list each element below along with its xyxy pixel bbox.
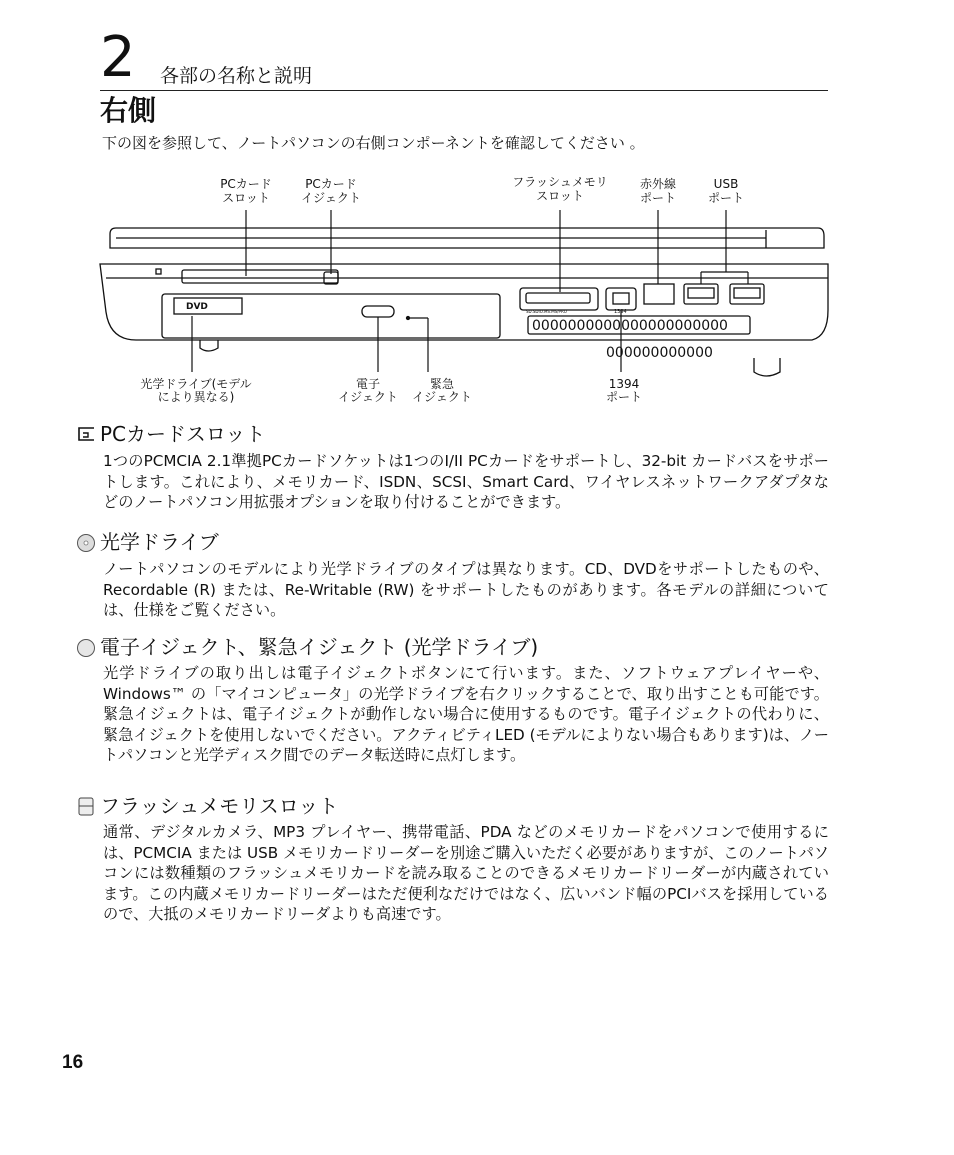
- label-electronic-eject-1: 電子: [355, 377, 381, 391]
- optical-drive: [162, 294, 500, 338]
- port-1394: [606, 288, 636, 310]
- section-body: 光学ドライブの取り出しは電子イジェクトボタンにて行います。また、ソフトウェアプレイヤーや、 Windows™ の「マイコンピュータ」の光学ドライブを右クリックすることで、取り出すことも可能です。緊急イジェクトは、電子イジェクトが動作しない場合に使用するものです。電子イジェクトの代わりに、緊急イジェクトを使用しないでください。アクティビティLED (モデルによりない場合もあります)は、ノートパソコンと光学ディスク間でのデータ転送時に点灯します。: [103, 664, 829, 764]
- label-port-1394-1: 1394: [608, 377, 640, 391]
- section-title: フラッシュメモリスロット: [100, 794, 339, 818]
- usb-port-2: [730, 284, 764, 304]
- section-heading-pc-card: [76, 421, 265, 447]
- section-body: ノートパソコンのモデルにより光学ドライブのタイプは異なります。CD、DVDをサポートしたものや、Recordable (R) または、Re-Writable (RW) をサポートしたものがあります。各モデルの詳細については、仕様をご覧ください。: [103, 560, 829, 619]
- page-number: 16: [62, 1052, 84, 1073]
- label-pc-card-slot-1: PCカード: [220, 177, 272, 191]
- optical-disc-icon: [76, 532, 96, 552]
- section-title: PCカードスロット: [100, 422, 266, 446]
- chapter-title: 各部の名称と説明: [160, 65, 313, 87]
- label-pc-card-slot-2: スロット: [222, 191, 270, 205]
- section-heading-optical-drive: [76, 529, 219, 555]
- label-optical-drive-1: 光学ドライブ(モデル: [140, 377, 252, 391]
- electronic-eject-button: [362, 306, 394, 317]
- section-title: 電子イジェクト、緊急イジェクト (光学ドライブ): [100, 635, 539, 659]
- usb-port-1: [684, 284, 718, 304]
- label-ir-port-2: ポート: [639, 191, 677, 205]
- eject-icon: [76, 637, 96, 657]
- dvd-logo: DVD: [186, 302, 208, 312]
- label-usb-port-2: ポート: [707, 191, 745, 205]
- label-pc-card-eject-1: PCカード: [305, 177, 357, 191]
- chapter-number: 2: [100, 25, 136, 90]
- ir-port: [644, 284, 674, 304]
- label-port-1394-2: ポート: [605, 390, 643, 404]
- intro-text: 下の図を参照して、ノートパソコンの右側コンポーネントを確認してください 。: [102, 134, 645, 152]
- section-body: 通常、デジタルカメラ、MP3 プレイヤー、携帯電話、PDA などのメモリカードをパソコンで使用するには、PCMCIA または USB メモリカードリーダーを別途ご購入いただく必要がありますが、このノートパソコンには数種類のフラッシュメモリカードを読み取ることのできるメモリカードリーダーが内蔵されています。この内蔵メモリカードリーダーはただ便利なだけではなく、広いバンド幅のPCIバスを採用しているので、大抵のメモリカードリーダよりも高速です。: [103, 823, 829, 923]
- label-flash-slot-2: スロット: [536, 189, 584, 203]
- vent-row-2: 000000000000: [606, 345, 713, 361]
- label-flash-slot-1: フラッシュメモリ: [512, 175, 608, 189]
- pc-card-slot: [182, 270, 338, 283]
- section-body: 1つのPCMCIA 2.1準拠PCカードソケットは1つのI/II PCカードをサポートし、32-bit カードバスをサポートします。これにより、メモリカード、ISDN、SCSI、Smart Card、ワイヤレスネットワークアダプタなどのノートパソコン用拡張オプションを取り付けることができます。: [103, 452, 829, 511]
- laptop-right-side-diagram: [96, 172, 836, 412]
- flash-memory-slot: [520, 288, 598, 310]
- label-emergency-eject-1: 緊急: [429, 377, 455, 391]
- flash-slot-caption: SD.SDIO.MS.MS/PRO: [526, 309, 567, 314]
- label-optical-drive-2: により異なる): [157, 390, 235, 404]
- chapter-rule: [100, 90, 828, 91]
- flash-card-icon: [76, 796, 96, 816]
- label-electronic-eject-2: イジェクト: [338, 390, 398, 404]
- page-title: 右側: [100, 94, 157, 127]
- section-heading-eject: [76, 634, 538, 660]
- label-ir-port-1: 赤外線: [639, 177, 677, 191]
- section-heading-flash-memory: [76, 793, 338, 819]
- label-emergency-eject-2: イジェクト: [412, 390, 472, 404]
- vent-row-1: 0000000000000000000000: [532, 318, 728, 334]
- port-1394-caption: 1394: [614, 309, 627, 315]
- dvd-logo-box: [174, 298, 242, 314]
- label-usb-port-1: USB: [713, 177, 739, 191]
- section-title: 光学ドライブ: [100, 530, 219, 554]
- label-pc-card-eject-2: イジェクト: [301, 191, 361, 205]
- pc-card-icon: [76, 424, 96, 444]
